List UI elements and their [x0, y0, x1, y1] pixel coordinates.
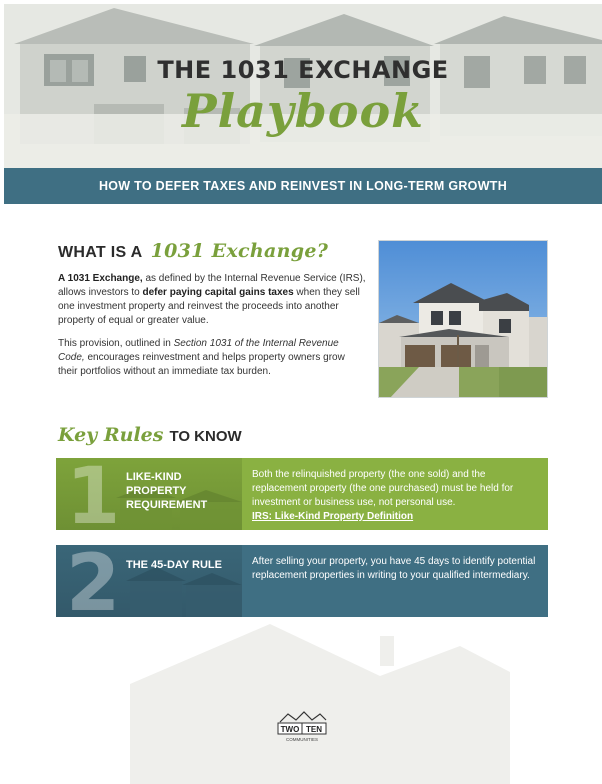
rule-body	[252, 468, 540, 524]
subtitle-banner: HOW TO DEFER TAXES AND REINVEST IN LONG-TERM GROWTH	[4, 168, 602, 204]
rule-title: LIKE-KIND PROPERTY REQUIREMENT	[126, 471, 208, 511]
provision-citation: Section 1031 of the Internal Revenue Code,	[58, 338, 339, 363]
house-silhouette-icon	[130, 624, 510, 784]
rule-card-45-day	[56, 545, 548, 617]
rule-body: After selling your property, you have 45 days to identify potential replacement properties in writing to your qualified intermediary.	[252, 556, 536, 581]
key-rules-heading-script: Key Rules	[58, 424, 164, 446]
provision-text-2: encourages reinvestment and helps property owners grow their portfolios without an immediate tax burden.	[58, 352, 345, 377]
two-ten-communities-logo	[276, 708, 328, 744]
house-photo	[378, 240, 548, 398]
definition-paragraph	[58, 272, 366, 328]
logo-subtitle: COMMUNITIES	[286, 737, 318, 742]
rule-card-like-kind	[56, 458, 548, 530]
provision-text-1: This provision, outlined in	[58, 338, 174, 349]
definition-term: A 1031 Exchange,	[58, 273, 143, 284]
what-is-heading-prefix: WHAT IS A	[58, 244, 142, 261]
hero-banner	[4, 4, 602, 172]
rule-number: 1	[66, 458, 121, 530]
what-is-heading	[58, 240, 328, 262]
logo-word-two: TWO	[280, 725, 300, 734]
rule-body-text: Both the relinquished property (the one sold) and the replacement property (the one purchased) must be held for investment or business use, not personal use.	[252, 469, 514, 508]
rule-card-image	[56, 545, 242, 617]
irs-like-kind-link[interactable]: IRS: Like-Kind Property Definition	[252, 511, 414, 522]
page-title-script: Playbook	[182, 84, 424, 138]
definition-text-2: when they sell one investment property and reinvest the proceeds into another property of equal or greater value.	[58, 287, 360, 326]
definition-text-1: as defined by the Internal Revenue Service (IRS), allows investors to	[58, 273, 366, 298]
key-rules-heading	[58, 424, 242, 446]
provision-paragraph	[58, 337, 366, 379]
definition-highlight: defer paying capital gains taxes	[142, 287, 294, 298]
rule-title: THE 45-DAY RULE	[126, 559, 222, 571]
page-title: THE 1031 EXCHANGE	[157, 56, 449, 84]
rule-number: 2	[66, 545, 121, 617]
key-rules-heading-suffix: TO KNOW	[169, 428, 242, 445]
logo-word-ten: TEN	[306, 725, 322, 734]
what-is-heading-script: 1031 Exchange?	[150, 240, 329, 262]
rule-card-image	[56, 458, 242, 530]
